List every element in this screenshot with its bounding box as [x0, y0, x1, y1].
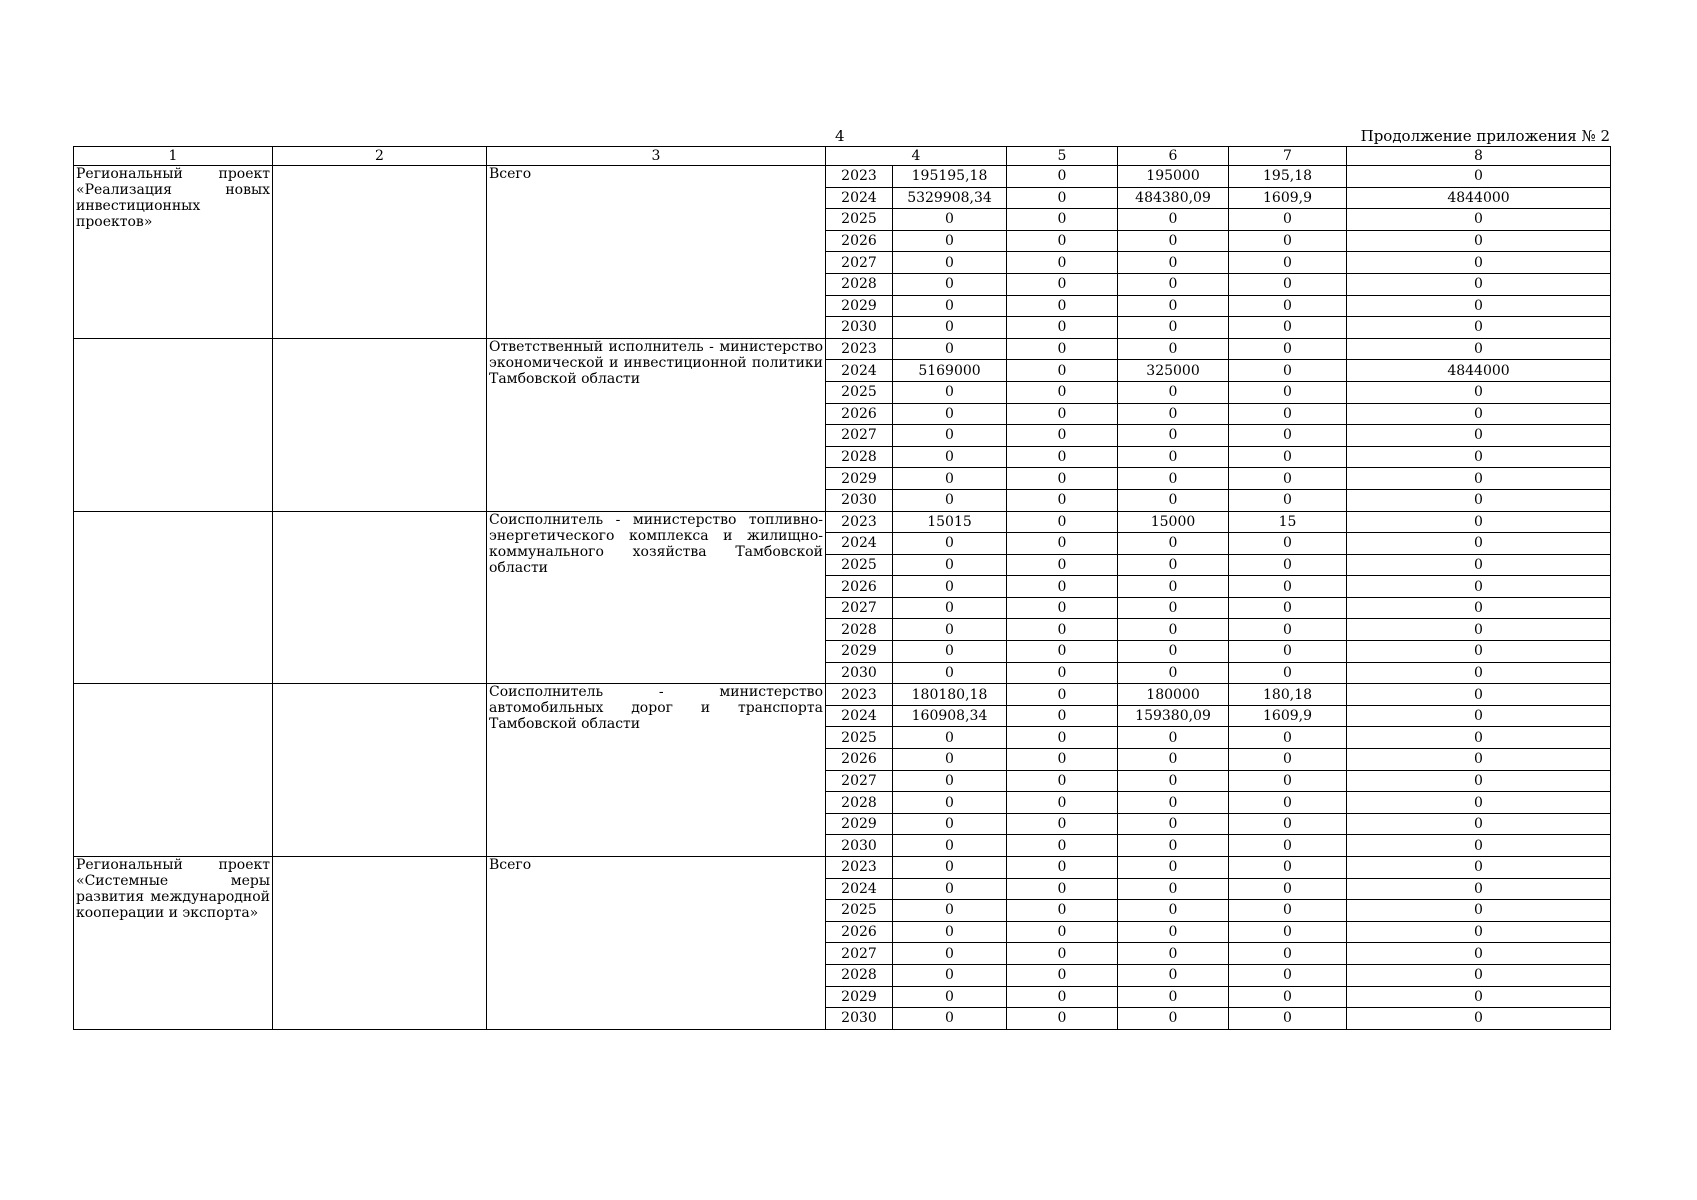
amount-cell: 0 [1229, 597, 1347, 619]
year-cell: 2029 [826, 295, 893, 317]
amount-cell: 0 [1007, 338, 1118, 360]
amount-cell: 0 [1229, 857, 1347, 879]
amount-cell: 0 [1007, 964, 1118, 986]
project-continuation-cell [74, 684, 273, 857]
amount-cell: 0 [1007, 727, 1118, 749]
amount-cell: 0 [1347, 705, 1611, 727]
amount-cell: 0 [1229, 554, 1347, 576]
year-cell: 2025 [826, 900, 893, 922]
amount-cell: 0 [1118, 662, 1229, 684]
amount-cell: 15015 [893, 511, 1007, 533]
amount-cell: 0 [1347, 446, 1611, 468]
amount-cell: 0 [1118, 986, 1229, 1008]
amount-cell: 0 [893, 533, 1007, 555]
amount-cell: 0 [893, 619, 1007, 641]
amount-cell: 0 [1229, 576, 1347, 598]
amount-cell: 15000 [1118, 511, 1229, 533]
amount-cell: 15 [1229, 511, 1347, 533]
amount-cell: 0 [893, 446, 1007, 468]
amount-cell: 0 [1347, 964, 1611, 986]
amount-cell: 0 [1118, 727, 1229, 749]
amount-cell: 195,18 [1229, 166, 1347, 188]
amount-cell: 0 [893, 727, 1007, 749]
amount-cell: 0 [1118, 749, 1229, 771]
amount-cell: 0 [1229, 662, 1347, 684]
amount-cell: 0 [1007, 489, 1118, 511]
amount-cell: 0 [1007, 209, 1118, 231]
amount-cell: 0 [893, 857, 1007, 879]
amount-cell: 0 [1007, 252, 1118, 274]
col-header-6: 6 [1118, 147, 1229, 166]
amount-cell: 180000 [1118, 684, 1229, 706]
amount-cell: 0 [1229, 986, 1347, 1008]
column-2-cell [273, 511, 487, 684]
table-row [74, 857, 1611, 879]
amount-cell: 0 [893, 770, 1007, 792]
year-cell: 2029 [826, 813, 893, 835]
amount-cell: 1609,9 [1229, 705, 1347, 727]
amount-cell: 0 [1229, 446, 1347, 468]
amount-cell: 0 [1347, 403, 1611, 425]
amount-cell: 0 [1118, 273, 1229, 295]
amount-cell: 0 [1007, 446, 1118, 468]
amount-cell: 0 [1229, 230, 1347, 252]
amount-cell: 0 [1118, 554, 1229, 576]
amount-cell: 0 [1347, 792, 1611, 814]
amount-cell: 0 [1347, 835, 1611, 857]
amount-cell: 0 [1118, 878, 1229, 900]
amount-cell: 0 [1118, 468, 1229, 490]
amount-cell: 4844000 [1347, 360, 1611, 382]
year-cell: 2027 [826, 425, 893, 447]
col-header-1: 1 [74, 147, 273, 166]
amount-cell: 0 [1229, 641, 1347, 663]
amount-cell: 0 [1347, 273, 1611, 295]
executor-cell: Всего [487, 166, 826, 339]
amount-cell: 0 [1347, 900, 1611, 922]
amount-cell: 0 [1007, 641, 1118, 663]
amount-cell: 0 [1118, 252, 1229, 274]
amount-cell: 0 [1007, 554, 1118, 576]
amount-cell: 0 [1229, 338, 1347, 360]
year-cell: 2026 [826, 921, 893, 943]
col-header-3: 3 [487, 147, 826, 166]
amount-cell: 0 [1229, 921, 1347, 943]
amount-cell: 0 [1007, 511, 1118, 533]
executor-cell: Всего [487, 857, 826, 1030]
amount-cell: 0 [1007, 425, 1118, 447]
amount-cell: 0 [1347, 943, 1611, 965]
project-name-cell: Региональный проект «Реализация новых инвестиционных проектов» [74, 166, 273, 339]
year-cell: 2029 [826, 986, 893, 1008]
year-cell: 2023 [826, 338, 893, 360]
year-cell: 2027 [826, 597, 893, 619]
amount-cell: 0 [893, 338, 1007, 360]
project-continuation-cell [74, 338, 273, 511]
year-cell: 2025 [826, 381, 893, 403]
year-cell: 2025 [826, 727, 893, 749]
amount-cell: 0 [1118, 230, 1229, 252]
amount-cell: 0 [1118, 489, 1229, 511]
amount-cell: 0 [1229, 943, 1347, 965]
amount-cell: 0 [1347, 641, 1611, 663]
amount-cell: 0 [1118, 209, 1229, 231]
amount-cell: 0 [1007, 187, 1118, 209]
amount-cell: 180,18 [1229, 684, 1347, 706]
column-2-cell [273, 684, 487, 857]
amount-cell: 0 [1118, 338, 1229, 360]
col-header-5: 5 [1007, 147, 1118, 166]
amount-cell: 0 [1007, 835, 1118, 857]
year-cell: 2024 [826, 705, 893, 727]
amount-cell: 0 [1007, 792, 1118, 814]
amount-cell: 0 [1118, 533, 1229, 555]
year-cell: 2028 [826, 619, 893, 641]
amount-cell: 0 [1007, 813, 1118, 835]
amount-cell: 0 [1229, 273, 1347, 295]
amount-cell: 0 [1347, 425, 1611, 447]
col-header-4: 4 [826, 147, 1007, 166]
executor-cell: Соисполнитель - министерство автомобильных дорог и транспорта Тамбовской области [487, 684, 826, 857]
amount-cell: 0 [893, 295, 1007, 317]
amount-cell: 0 [893, 943, 1007, 965]
amount-cell: 0 [1007, 533, 1118, 555]
col-header-7: 7 [1229, 147, 1347, 166]
amount-cell: 0 [1007, 900, 1118, 922]
amount-cell: 0 [1347, 468, 1611, 490]
amount-cell: 0 [1007, 857, 1118, 879]
year-cell: 2023 [826, 166, 893, 188]
appendix-continuation-label: Продолжение приложения № 2 [1360, 127, 1610, 145]
amount-cell: 0 [1007, 295, 1118, 317]
amount-cell: 0 [1007, 360, 1118, 382]
amount-cell: 0 [1347, 878, 1611, 900]
year-cell: 2023 [826, 857, 893, 879]
column-2-cell [273, 166, 487, 339]
amount-cell: 0 [1118, 425, 1229, 447]
amount-cell: 0 [1007, 986, 1118, 1008]
amount-cell: 0 [1007, 878, 1118, 900]
amount-cell: 0 [1347, 511, 1611, 533]
amount-cell: 0 [1118, 295, 1229, 317]
amount-cell: 0 [1229, 813, 1347, 835]
amount-cell: 0 [1007, 1008, 1118, 1030]
amount-cell: 0 [1229, 295, 1347, 317]
amount-cell: 0 [1347, 921, 1611, 943]
amount-cell: 0 [1007, 317, 1118, 339]
amount-cell: 0 [1118, 619, 1229, 641]
amount-cell: 0 [1007, 921, 1118, 943]
amount-cell: 0 [1118, 813, 1229, 835]
amount-cell: 0 [1118, 857, 1229, 879]
amount-cell: 0 [1229, 770, 1347, 792]
amount-cell: 0 [1007, 943, 1118, 965]
amount-cell: 0 [1347, 338, 1611, 360]
amount-cell: 0 [1118, 576, 1229, 598]
amount-cell: 0 [893, 662, 1007, 684]
col-header-2: 2 [273, 147, 487, 166]
amount-cell: 1609,9 [1229, 187, 1347, 209]
year-cell: 2023 [826, 684, 893, 706]
year-cell: 2024 [826, 360, 893, 382]
table-row [74, 338, 1611, 360]
amount-cell: 0 [1229, 878, 1347, 900]
amount-cell: 0 [1229, 209, 1347, 231]
amount-cell: 0 [1229, 381, 1347, 403]
amount-cell: 0 [893, 317, 1007, 339]
year-cell: 2024 [826, 533, 893, 555]
amount-cell: 0 [893, 964, 1007, 986]
amount-cell: 0 [1007, 705, 1118, 727]
amount-cell: 0 [893, 900, 1007, 922]
amount-cell: 0 [1007, 576, 1118, 598]
amount-cell: 0 [1007, 684, 1118, 706]
amount-cell: 0 [1118, 900, 1229, 922]
amount-cell: 0 [1118, 964, 1229, 986]
year-cell: 2025 [826, 209, 893, 231]
amount-cell: 0 [1347, 230, 1611, 252]
amount-cell: 0 [893, 597, 1007, 619]
amount-cell: 160908,34 [893, 705, 1007, 727]
amount-cell: 0 [1229, 468, 1347, 490]
year-cell: 2026 [826, 749, 893, 771]
year-cell: 2028 [826, 273, 893, 295]
amount-cell: 0 [1007, 166, 1118, 188]
amount-cell: 0 [1347, 381, 1611, 403]
year-cell: 2026 [826, 576, 893, 598]
year-cell: 2024 [826, 878, 893, 900]
amount-cell: 0 [1007, 749, 1118, 771]
amount-cell: 0 [1229, 533, 1347, 555]
amount-cell: 0 [1229, 619, 1347, 641]
amount-cell: 0 [1229, 489, 1347, 511]
year-cell: 2027 [826, 943, 893, 965]
amount-cell: 0 [1347, 619, 1611, 641]
amount-cell: 0 [893, 209, 1007, 231]
year-cell: 2030 [826, 662, 893, 684]
amount-cell: 0 [1118, 921, 1229, 943]
amount-cell: 0 [1118, 317, 1229, 339]
amount-cell: 0 [893, 252, 1007, 274]
amount-cell: 0 [1347, 1008, 1611, 1030]
amount-cell: 0 [1229, 964, 1347, 986]
funding-table [73, 146, 1611, 1030]
amount-cell: 159380,09 [1118, 705, 1229, 727]
amount-cell: 0 [1118, 403, 1229, 425]
year-cell: 2029 [826, 641, 893, 663]
amount-cell: 0 [1229, 1008, 1347, 1030]
amount-cell: 0 [893, 878, 1007, 900]
amount-cell: 0 [893, 425, 1007, 447]
amount-cell: 0 [1229, 900, 1347, 922]
year-cell: 2029 [826, 468, 893, 490]
amount-cell: 0 [893, 749, 1007, 771]
amount-cell: 0 [1347, 857, 1611, 879]
amount-cell: 0 [1007, 597, 1118, 619]
amount-cell: 0 [893, 921, 1007, 943]
amount-cell: 0 [893, 554, 1007, 576]
amount-cell: 0 [1118, 381, 1229, 403]
project-name-cell: Региональный проект «Системные меры развития международной кооперации и экспорта» [74, 857, 273, 1030]
amount-cell: 0 [1007, 770, 1118, 792]
amount-cell: 180180,18 [893, 684, 1007, 706]
year-cell: 2030 [826, 1008, 893, 1030]
amount-cell: 195195,18 [893, 166, 1007, 188]
amount-cell: 0 [1229, 425, 1347, 447]
amount-cell: 0 [1007, 273, 1118, 295]
amount-cell: 0 [893, 835, 1007, 857]
amount-cell: 0 [1229, 727, 1347, 749]
amount-cell: 0 [1229, 360, 1347, 382]
executor-cell: Ответственный исполнитель - министерство экономической и инвестиционной политики Тамбовской области [487, 338, 826, 511]
amount-cell: 0 [1347, 986, 1611, 1008]
amount-cell: 0 [893, 489, 1007, 511]
table-row [74, 166, 1611, 188]
amount-cell: 0 [1007, 230, 1118, 252]
amount-cell: 0 [1347, 662, 1611, 684]
amount-cell: 195000 [1118, 166, 1229, 188]
amount-cell: 0 [1229, 792, 1347, 814]
col-header-8: 8 [1347, 147, 1611, 166]
table-row [74, 684, 1611, 706]
year-cell: 2030 [826, 317, 893, 339]
amount-cell: 0 [1118, 641, 1229, 663]
amount-cell: 0 [1007, 403, 1118, 425]
amount-cell: 0 [893, 576, 1007, 598]
amount-cell: 0 [1347, 597, 1611, 619]
year-cell: 2026 [826, 403, 893, 425]
table-row [74, 511, 1611, 533]
amount-cell: 0 [893, 792, 1007, 814]
amount-cell: 0 [1229, 749, 1347, 771]
year-cell: 2027 [826, 770, 893, 792]
amount-cell: 0 [1229, 403, 1347, 425]
amount-cell: 0 [1229, 252, 1347, 274]
amount-cell: 484380,09 [1118, 187, 1229, 209]
amount-cell: 0 [1347, 533, 1611, 555]
amount-cell: 0 [1007, 662, 1118, 684]
executor-cell: Соисполнитель - министерство топливно-энергетического комплекса и жилищно-коммунального хозяйства Тамбовской области [487, 511, 826, 684]
amount-cell: 0 [893, 813, 1007, 835]
amount-cell: 0 [1347, 554, 1611, 576]
amount-cell: 0 [893, 1008, 1007, 1030]
year-cell: 2028 [826, 446, 893, 468]
amount-cell: 0 [1118, 835, 1229, 857]
amount-cell: 0 [1007, 468, 1118, 490]
amount-cell: 0 [893, 641, 1007, 663]
amount-cell: 0 [1347, 813, 1611, 835]
amount-cell: 0 [1347, 727, 1611, 749]
amount-cell: 0 [1229, 317, 1347, 339]
amount-cell: 325000 [1118, 360, 1229, 382]
amount-cell: 0 [893, 986, 1007, 1008]
amount-cell: 0 [1347, 576, 1611, 598]
amount-cell: 0 [1347, 317, 1611, 339]
year-cell: 2023 [826, 511, 893, 533]
amount-cell: 0 [1229, 835, 1347, 857]
amount-cell: 0 [1118, 1008, 1229, 1030]
year-cell: 2027 [826, 252, 893, 274]
year-cell: 2028 [826, 964, 893, 986]
amount-cell: 0 [1118, 446, 1229, 468]
amount-cell: 4844000 [1347, 187, 1611, 209]
amount-cell: 0 [1347, 209, 1611, 231]
amount-cell: 0 [1118, 792, 1229, 814]
amount-cell: 0 [893, 468, 1007, 490]
amount-cell: 0 [893, 273, 1007, 295]
amount-cell: 0 [1347, 770, 1611, 792]
amount-cell: 0 [893, 230, 1007, 252]
amount-cell: 0 [1007, 381, 1118, 403]
amount-cell: 5329908,34 [893, 187, 1007, 209]
amount-cell: 5169000 [893, 360, 1007, 382]
year-cell: 2030 [826, 835, 893, 857]
amount-cell: 0 [1347, 295, 1611, 317]
amount-cell: 0 [1118, 597, 1229, 619]
amount-cell: 0 [893, 381, 1007, 403]
column-number-row [74, 147, 1611, 166]
amount-cell: 0 [1347, 684, 1611, 706]
year-cell: 2025 [826, 554, 893, 576]
project-continuation-cell [74, 511, 273, 684]
amount-cell: 0 [1118, 770, 1229, 792]
amount-cell: 0 [1347, 166, 1611, 188]
table-body [74, 166, 1611, 1030]
amount-cell: 0 [893, 403, 1007, 425]
amount-cell: 0 [1347, 252, 1611, 274]
column-2-cell [273, 338, 487, 511]
year-cell: 2028 [826, 792, 893, 814]
page-number: 4 [835, 127, 845, 145]
column-2-cell [273, 857, 487, 1030]
amount-cell: 0 [1347, 489, 1611, 511]
year-cell: 2030 [826, 489, 893, 511]
year-cell: 2026 [826, 230, 893, 252]
year-cell: 2024 [826, 187, 893, 209]
amount-cell: 0 [1007, 619, 1118, 641]
amount-cell: 0 [1118, 943, 1229, 965]
amount-cell: 0 [1347, 749, 1611, 771]
